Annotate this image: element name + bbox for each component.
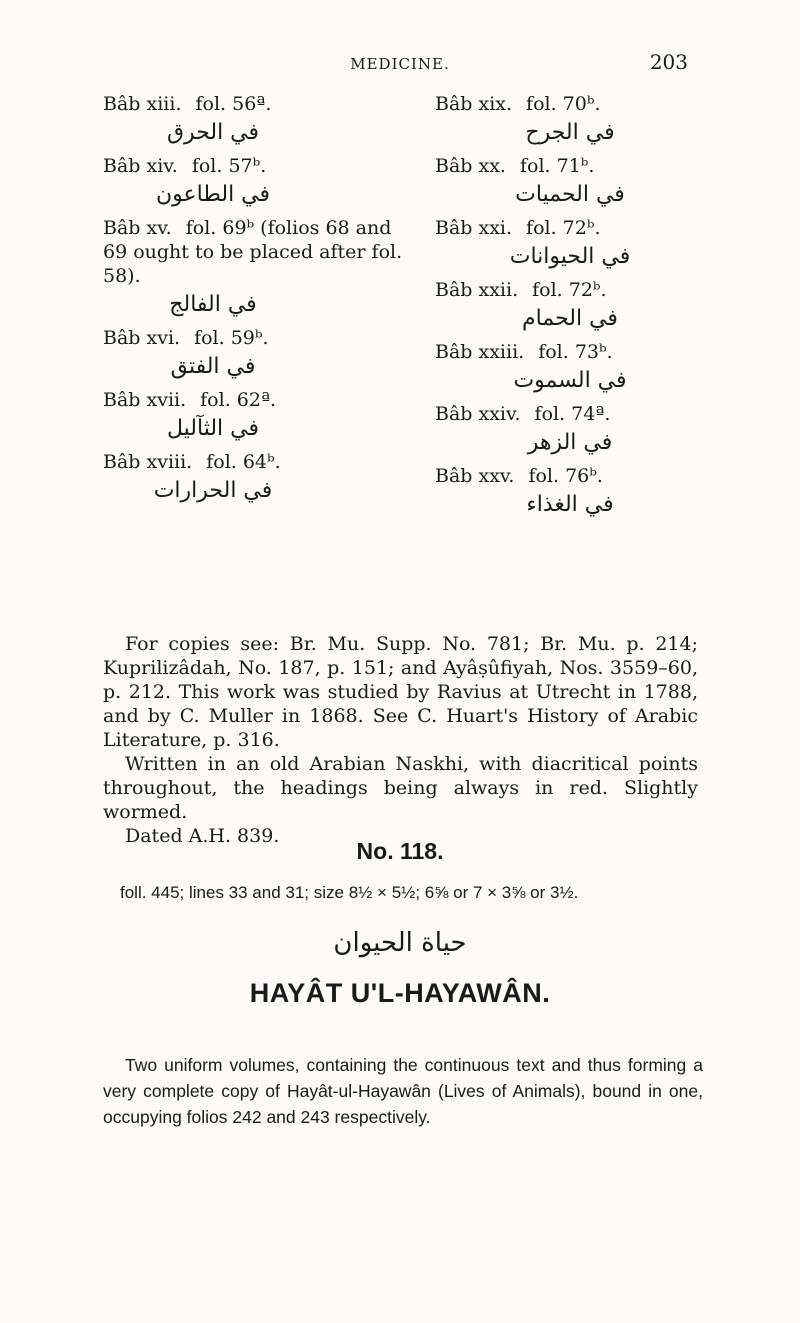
arabic-heading: في الحمام	[522, 306, 618, 331]
folio-ref: fol. 57ᵇ.	[191, 155, 267, 177]
bibliographic-notes	[103, 632, 698, 848]
chapter-label: Bâb xv.	[103, 217, 172, 239]
chapter-label: Bâb xiii.	[103, 93, 182, 115]
arabic-heading: في الطاعون	[155, 182, 271, 207]
folio-ref: fol. 64ᵇ.	[206, 451, 281, 473]
folio-ref: fol. 62ª.	[200, 389, 277, 411]
page-number: 203	[649, 50, 688, 74]
chapter-label: Bâb xx.	[435, 155, 506, 177]
folio-ref: fol. 70ᵇ.	[526, 93, 601, 115]
chapter-label: Bâb xviii.	[103, 451, 193, 473]
english-title: HAYÂT U'L-HAYAWÂN.	[249, 978, 551, 1008]
chapter-label: Bâb xix.	[435, 93, 513, 115]
chapter-entry	[103, 154, 423, 212]
folio-ref: fol. 73ᵇ.	[538, 341, 613, 363]
folio-note: 69 ought to be placed after fol. 58).	[103, 241, 403, 287]
folio-ref: fol. 69ᵇ (folios 68 and	[185, 217, 392, 239]
chapter-list-right	[435, 92, 755, 526]
arabic-heading: في الحرارات	[153, 478, 273, 503]
chapter-label: Bâb xxi.	[435, 217, 513, 239]
arabic-heading: في الغذاء	[526, 492, 614, 517]
description-text: Two uniform volumes, containing the continuous text and thus forming a very complete copy of Hayât-ul-Hayawân (Lives of Animals), bound in one, occupying folios 242 and 243 respectively.	[103, 1055, 703, 1127]
arabic-heading: في الفالج	[169, 292, 257, 317]
chapter-label: Bâb xxiv.	[435, 403, 521, 425]
chapter-entry	[103, 326, 423, 384]
chapter-entry	[103, 216, 423, 322]
arabic-heading: في السموت	[513, 368, 627, 393]
chapter-entry	[435, 340, 755, 398]
arabic-heading: في الجرح	[525, 120, 615, 145]
chapter-entry	[435, 464, 755, 522]
chapter-entry	[435, 278, 755, 336]
folio-ref: fol. 56ª.	[195, 93, 272, 115]
chapter-label: Bâb xvi.	[103, 327, 181, 349]
chapter-entry	[435, 92, 755, 150]
chapter-entry	[435, 216, 755, 274]
chapter-entry	[103, 388, 423, 446]
chapter-label: Bâb xiv.	[103, 155, 178, 177]
chapter-entry	[435, 154, 755, 212]
arabic-heading: في الزهر	[527, 430, 613, 455]
folio-ref: fol. 76ᵇ.	[528, 465, 603, 487]
folio-ref: fol. 74ª.	[534, 403, 611, 425]
chapter-label: Bâb xxv.	[435, 465, 515, 487]
arabic-heading: في الحميات	[515, 182, 625, 207]
arabic-heading: في الحرق	[166, 120, 260, 145]
folio-ref: fol. 72ᵇ.	[532, 279, 607, 301]
arabic-heading: في الحيوانات	[509, 244, 631, 269]
folio-ref: fol. 72ᵇ.	[526, 217, 601, 239]
chapter-entry	[435, 402, 755, 460]
arabic-heading: في الفتق	[170, 354, 256, 379]
folio-ref: fol. 71ᵇ.	[519, 155, 595, 177]
entry-description	[103, 1052, 703, 1130]
folio-ref: fol. 59ᵇ.	[194, 327, 269, 349]
chapter-label: Bâb xvii.	[103, 389, 187, 411]
chapter-list-left	[103, 92, 423, 512]
chapter-entry	[103, 92, 423, 150]
script-note: Written in an old Arabian Naskhi, with diacritical points throughout, the headings being always in red. Slightly wormed.	[103, 753, 698, 823]
copies-note: For copies see: Br. Mu. Supp. No. 781; Br. Mu. p. 214; Kuprilizâdah, No. 187, p. 151; and Ayâṣûfiyah, Nos. 3559–60, p. 212. This work was studied by Ravius at Utrecht in 1788, and by C. Muller in 1868. See C. Huart's History of Arabic Literature, p. 316.	[103, 633, 698, 751]
arabic-heading: في الثآليل	[166, 416, 259, 441]
chapter-entry	[103, 450, 423, 508]
manuscript-specs: foll. 445; lines 33 and 31; size 8½ × 5½; 6⅝ or 7 × 3⅝ or 3½.	[120, 883, 579, 902]
date-note: Dated A.H. 839.	[125, 825, 280, 847]
running-title: MEDICINE.	[350, 55, 450, 73]
chapter-label: Bâb xxii.	[435, 279, 519, 301]
catalog-number: No. 118.	[356, 838, 444, 864]
chapter-label: Bâb xxiii.	[435, 341, 525, 363]
arabic-title: حياة الحيوان	[333, 928, 467, 958]
